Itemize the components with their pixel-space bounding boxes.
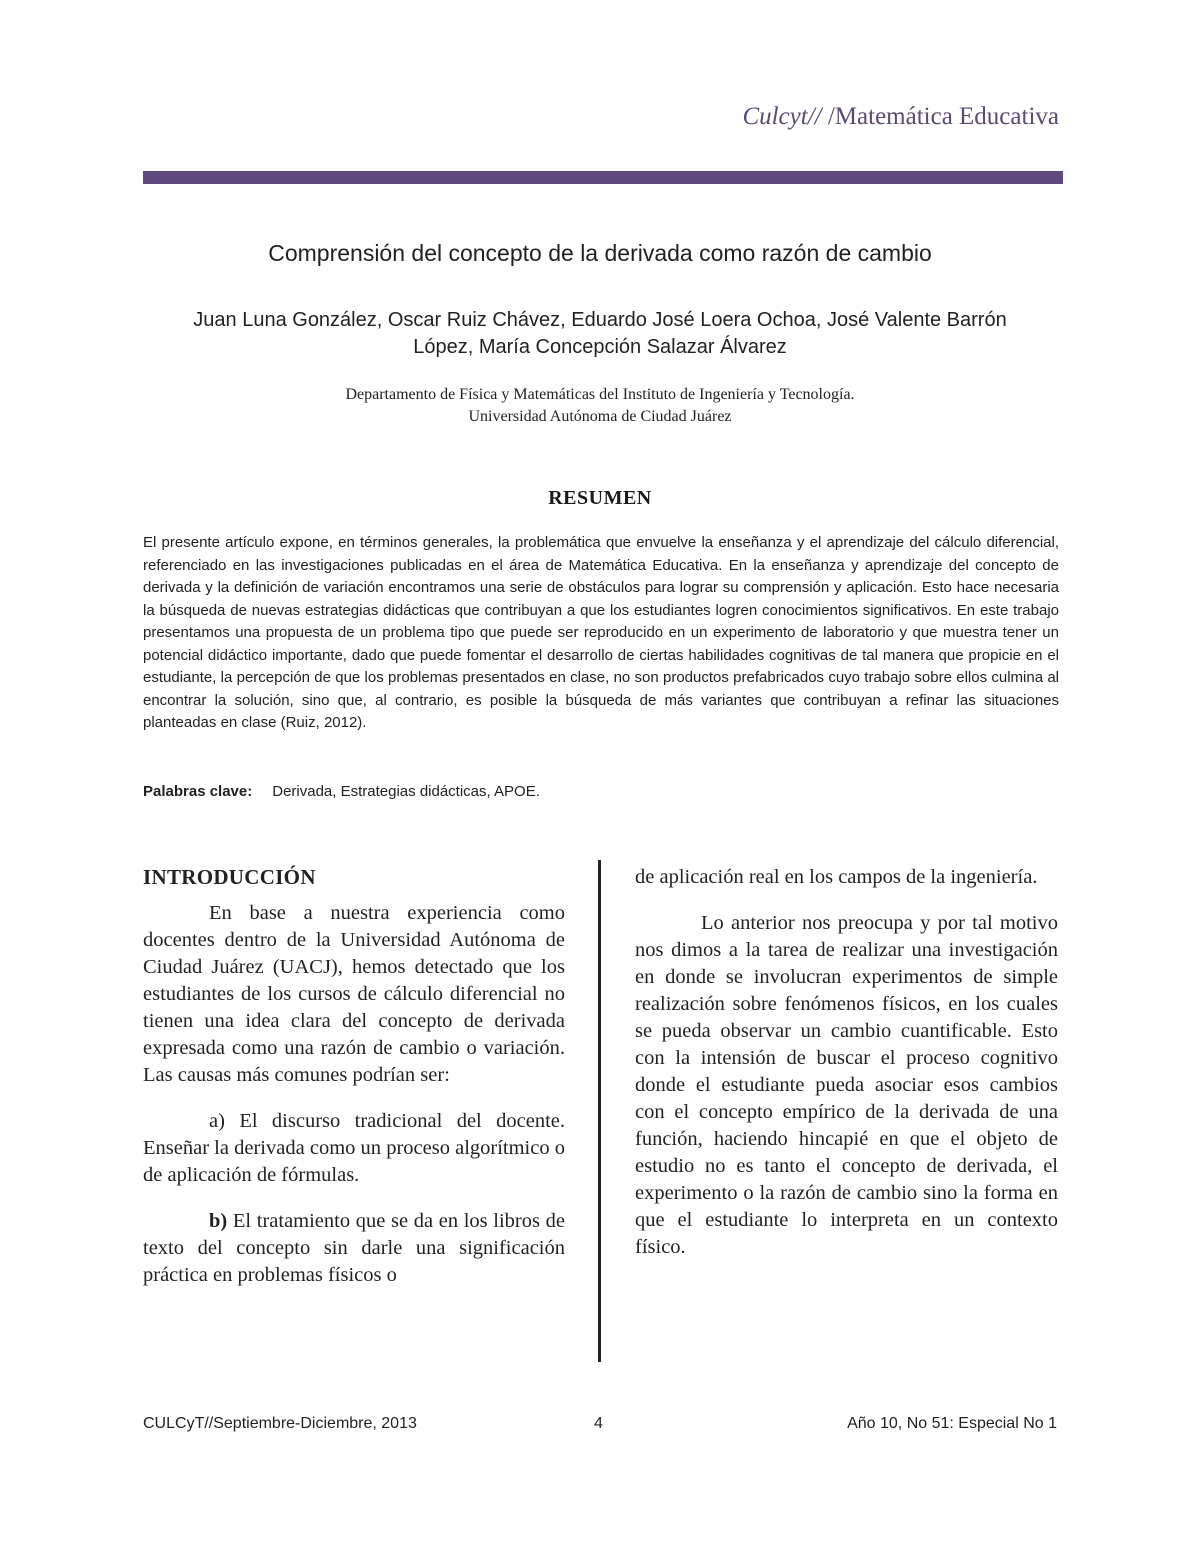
keywords-values: Derivada, Estrategias didácticas, APOE.: [272, 783, 540, 800]
journal-slash: /: [821, 103, 835, 130]
abstract-text: El presente artículo expone, en términos generales, la problemática que envuelve la enseñanza y el aprendizaje del cálculo diferencial, referenciado en las investigaciones publicadas en el área de Matemática Educativa. En la enseñanza y aprendizaje del concepto de derivada y la definición de variación encontramos una serie de obstáculos para lograr su comprensión y aplicación. Esto hace necesaria la búsqueda de nuevas estrategias didácticas que contribuyan a que los estudiantes logren conocimientos significativos. En este trabajo presentamos una propuesta de un problema tipo que puede ser reproducido en un experimento de laboratorio y que muestra tener un potencial didáctico importante, dado que puede fomentar el desarrollo de ciertas habilidades cognitivas de tal manera que propicie en el estudiante, la percepción de que los problemas presentados en clase, no son productos prefabricados cuyo trabajo sobre ellos culmina al encontrar la solución, sino que, al contrario, es posible la búsqueda de más variantes que contribuyan a refinar las situaciones planteadas en clase (Ruiz, 2012).: [143, 534, 1059, 731]
paper-affiliation: [0, 384, 1200, 428]
affiliation-department: Departamento de Física y Matemáticas del Instituto de Ingeniería y Tecnología.: [345, 386, 855, 403]
paper-authors: Juan Luna González, Oscar Ruiz Chávez, Eduardo José Loera Ochoa, José Valente Barrón López, María Concepción Salazar Álvarez: [193, 309, 1007, 358]
continued-paragraph: de aplicación real en los campos de la ingeniería.: [635, 866, 1038, 888]
list-item-b-text: El tratamiento que se da en los libros de texto del concepto sin darle una significación práctica en problemas físicos o: [143, 1210, 565, 1286]
left-column: [143, 864, 565, 1308]
footer-journal-issue: CULCyT//Septiembre-Diciembre, 2013: [143, 1415, 417, 1432]
page-number: 4: [594, 1415, 603, 1432]
affiliation-university: Universidad Autónoma de Ciudad Juárez: [468, 408, 732, 425]
list-item-b-marker: b): [209, 1210, 228, 1232]
list-item-b: [143, 1208, 565, 1289]
abstract-heading: RESUMEN: [548, 487, 652, 509]
right-column: [635, 864, 1058, 1280]
body-paragraph: Lo anterior nos preocupa y por tal motivo nos dimos a la tarea de realizar una investigación en donde se involucran experimentos de simple realización sobre fenómenos físicos, en los cuales se pueda observar un cambio cuantificable. Esto con la intensión de buscar el proceso cognitivo donde el estudiante pueda asociar esos cambios con el concepto empírico de la derivada de una función, haciendo hincapié en que el objeto de estudio no es tanto el concepto de derivada, el experimento o la razón de cambio sino la forma en que el estudiante lo interpreta en un contexto físico.: [635, 912, 1058, 1258]
keywords-label: Palabras clave:: [143, 783, 253, 800]
paper-title: Comprensión del concepto de la derivada como razón de cambio: [268, 240, 932, 266]
header-divider-bar: [143, 171, 1063, 184]
intro-paragraph: En base a nuestra experiencia como docentes dentro de la Universidad Autónoma de Ciudad Juárez (UACJ), hemos detectado que los estudiantes de los cursos de cálculo diferencial no tienen una idea clara del concepto de derivada expresada como una razón de cambio o variación. Las causas más comunes podrían ser:: [143, 902, 565, 1086]
section-heading-introduccion: INTRODUCCIÓN: [143, 865, 316, 889]
journal-header: [742, 103, 1059, 131]
column-divider: [598, 860, 601, 1362]
list-item-a: a) El discurso tradicional del docente. Enseñar la derivada como un proceso algorítmico o de aplicación de fórmulas.: [143, 1110, 565, 1186]
journal-section: Matemática Educativa: [834, 103, 1059, 130]
footer-volume: Año 10, No 51: Especial No 1: [847, 1415, 1057, 1432]
journal-name: Culcyt//: [742, 103, 822, 130]
keywords-line: [143, 783, 540, 800]
